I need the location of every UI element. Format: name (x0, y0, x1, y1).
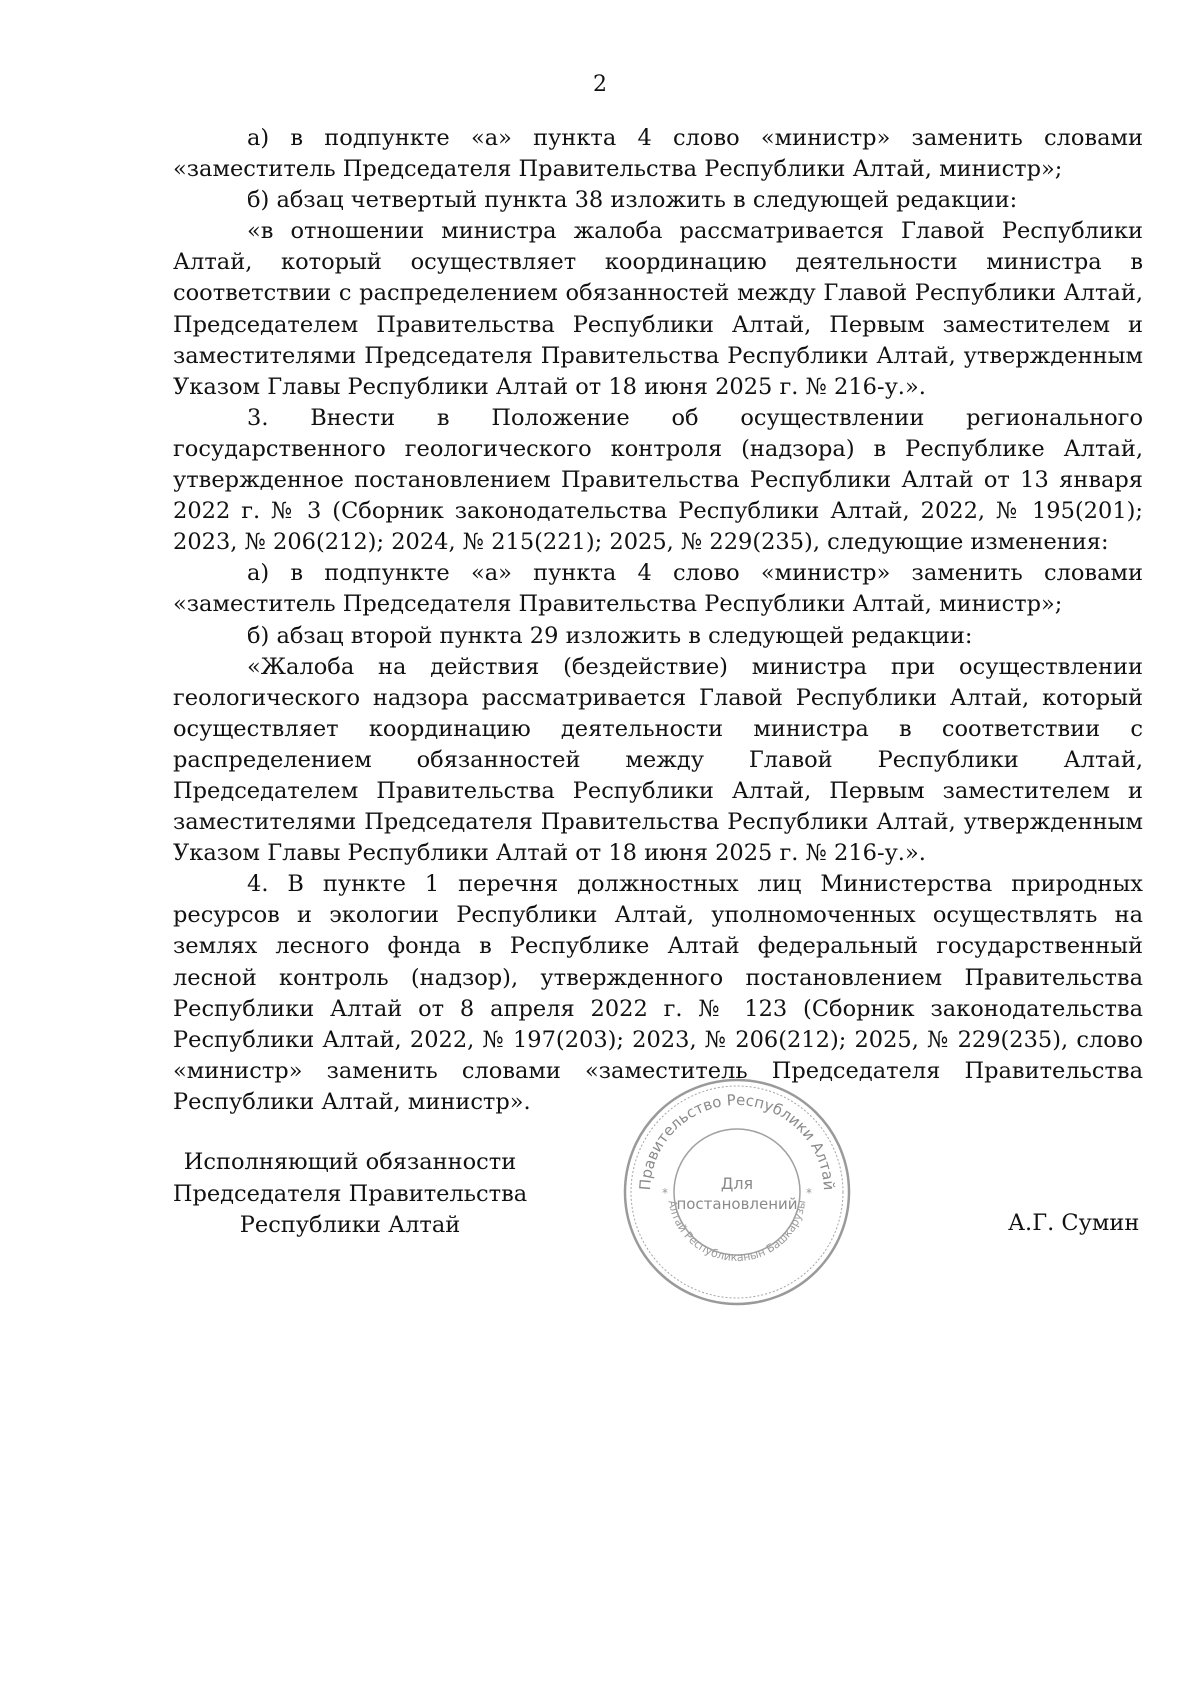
paragraph: б) абзац четвертый пункта 38 изложить в следующей редакции: (247, 187, 1018, 214)
paragraph: 4. В пункте 1 перечня должностных лиц Министерства природных ресурсов и экологии Республики Алтай, уполномоченных осуществлять на землях лесного фонда в Республике Алтай федеральный государственный лесной контроль (надзор), утвержденного постановлением Правительства Республики Алтай от 8 апреля 2022 г. № 123 (Сборник законодательства Республики Алтай, 2022, № 197(203); 2023, № 206(212); 2025, № 229(235), слово «министр» заменить словами «заместитель Председателя Правительства Республики Алтай, министр». (173, 871, 1143, 1115)
official-seal (620, 1075, 854, 1309)
paragraph: «Жалоба на действия (бездействие) министра при осуществлении геологического надзора рассматривается Главой Республики Алтай, который осуществляет координацию деятельности министра в соответствии с распределением обязанностей между Главой Республики Алтай, Председателем Правительства Республики Алтай, Первым заместителем и заместителями Председателя Правительства Республики Алтай, утвержденным Указом Главы Республики Алтай от 18 июня 2025 г. № 216-у.». (173, 653, 1143, 867)
svg-text:*: * (806, 1186, 812, 1200)
signer-title-line: Исполняющий обязанности (183, 1149, 517, 1175)
seal-outer-text: Правительство Республики Алтай (635, 1090, 839, 1191)
seal-center-text: постановлений (676, 1195, 798, 1213)
signer-title-line: Председателя Правительства (172, 1180, 528, 1207)
paragraph: а) в подпункте «а» пункта 4 слово «министр» заменить словами «заместитель Председателя Правительства Республики Алтай, министр»; (173, 560, 1143, 618)
signer-name: А.Г. Сумин (1008, 1210, 1140, 1236)
signature-block (160, 1147, 540, 1242)
seal-center-text: Для (720, 1174, 754, 1193)
seal-inner-text: Алтай Республиканын Башкарузы (665, 1199, 809, 1265)
signer-title-line: Республики Алтай (239, 1212, 461, 1238)
svg-text:*: * (662, 1186, 668, 1200)
paragraph: а) в подпункте «а» пункта 4 слово «министр» заменить словами «заместитель Председателя Правительства Республики Алтай, министр»; (173, 125, 1143, 183)
paragraph: 3. Внести в Положение об осуществлении регионального государственного геологического контроля (надзора) в Республике Алтай, утвержденное постановлением Правительства Республики Алтай от 13 января 2022 г. № 3 (Сборник законодательства Республики Алтай, 2022, № 195(201); 2023, № 206(212); 2024, № 215(221); 2025, № 229(235), следующие изменения: (173, 404, 1143, 556)
paragraph: «в отношении министра жалоба рассматривается Главой Республики Алтай, который осуществляет координацию деятельности министра в соответствии с распределением обязанностей между Главой Республики Алтай, Председателем Правительства Республики Алтай, Первым заместителем и заместителями Председателя Правительства Республики Алтай, утвержденным Указом Главы Республики Алтай от 18 июня 2025 г. № 216-у.». (173, 218, 1143, 400)
paragraph: б) абзац второй пункта 29 изложить в следующей редакции: (247, 622, 973, 649)
page-number: 2 (593, 72, 607, 97)
document-body (173, 123, 1143, 1118)
